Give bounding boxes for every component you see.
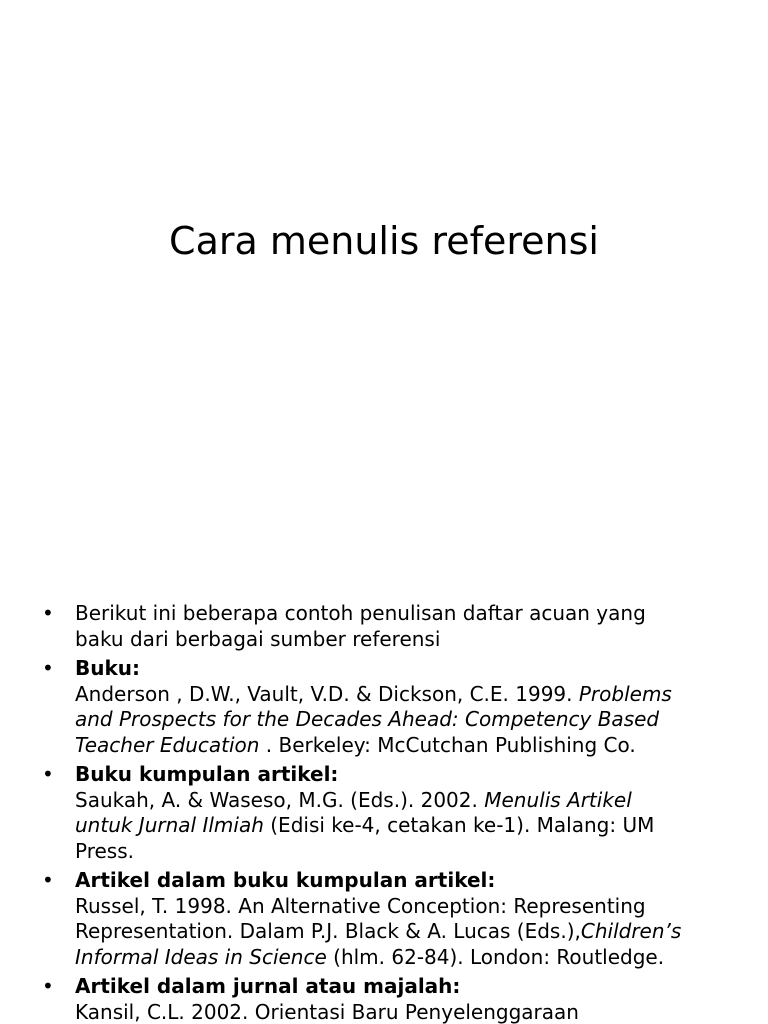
buku-kumpulan-line-2-italic: untuk Jurnal Ilmiah bbox=[75, 813, 264, 837]
list-item-buku-kumpulan bbox=[40, 762, 740, 864]
artikel-buku-heading: Artikel dalam buku kumpulan artikel: bbox=[75, 868, 496, 892]
buku-line-3-italic: Teacher Education bbox=[75, 732, 260, 757]
reference-list bbox=[40, 601, 740, 1024]
list-item-intro bbox=[40, 601, 740, 652]
buku-kumpulan-heading: Buku kumpulan artikel: bbox=[75, 762, 339, 786]
artikel-buku-line-3-italic: Informal Ideas in Science bbox=[75, 944, 327, 969]
list-item-buku bbox=[40, 656, 740, 758]
slide-title: Cara menulis referensi bbox=[169, 219, 599, 263]
artikel-jurnal-heading: Artikel dalam jurnal atau majalah: bbox=[75, 974, 461, 998]
bullet-icon: • bbox=[42, 868, 54, 892]
artikel-buku-line-1: Russel, T. 1998. An Alternative Conception: Representing bbox=[75, 893, 646, 918]
buku-line-2-italic: and Prospects for the Decades Ahead: Competency Based bbox=[75, 707, 660, 731]
bullet-icon: • bbox=[42, 656, 54, 680]
buku-kumpulan-line-2-plain: (Edisi ke-4, cetakan ke-1). Malang: UM bbox=[263, 813, 655, 837]
buku-line-1-plain: Anderson , D.W., Vault, V.D. & Dickson, C.E. 1999. bbox=[75, 681, 579, 706]
buku-line-1-italic: Problems bbox=[578, 681, 672, 706]
bullet-icon: • bbox=[42, 601, 54, 625]
buku-kumpulan-line-3: Press. bbox=[75, 838, 134, 863]
buku-line-3-plain: . Berkeley: McCutchan Publishing Co. bbox=[259, 732, 636, 757]
artikel-jurnal-line-1: Kansil, C.L. 2002. Orientasi Baru Penyelenggaraan bbox=[75, 999, 579, 1024]
list-item-artikel-jurnal bbox=[40, 974, 740, 1024]
artikel-buku-line-2-italic: Children’s bbox=[580, 919, 682, 943]
buku-kumpulan-line-1-plain: Saukah, A. & Waseso, M.G. (Eds.). 2002. bbox=[75, 787, 485, 812]
buku-heading: Buku: bbox=[75, 656, 141, 680]
buku-kumpulan-line-1-italic: Menulis Artikel bbox=[484, 787, 632, 812]
artikel-buku-line-3-plain: (hlm. 62-84). London: Routledge. bbox=[326, 944, 665, 969]
artikel-buku-line-2-plain: Representation. Dalam P.J. Black & A. Lucas (Eds.), bbox=[75, 919, 581, 943]
intro-line-2: baku dari berbagai sumber referensi bbox=[75, 626, 441, 651]
bullet-icon: • bbox=[42, 974, 54, 998]
bullet-icon: • bbox=[42, 762, 54, 786]
list-item-artikel-buku bbox=[40, 868, 740, 970]
intro-line-1: Berikut ini beberapa contoh penulisan daftar acuan yang bbox=[75, 601, 646, 625]
